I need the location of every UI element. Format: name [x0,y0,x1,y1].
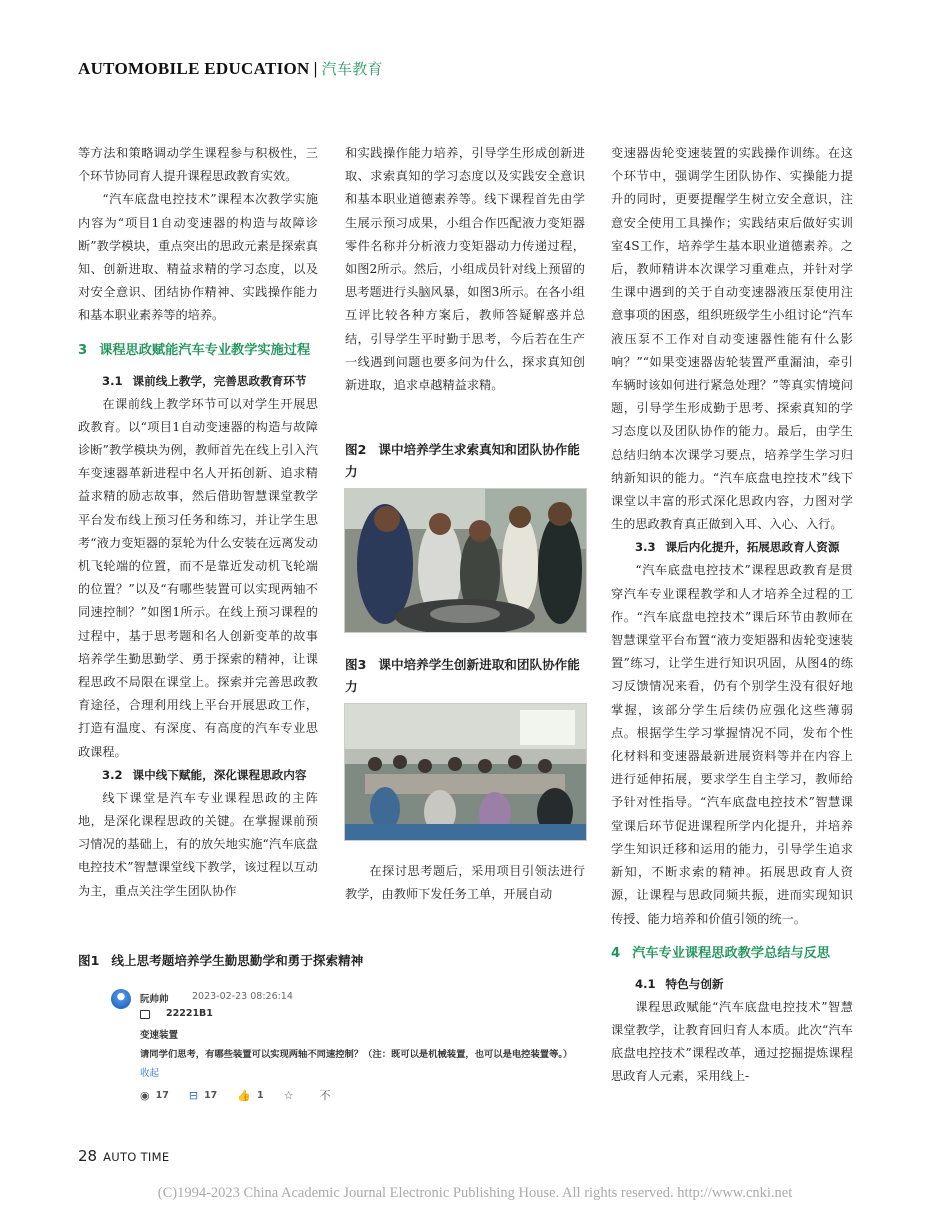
comment-id: 22221B1 [166,1008,213,1019]
paragraph: 线下课堂是汽车专业课程思政的主阵地，是深化课程思政的关键。在掌握课前预习情况的基础上，有的放矢地实施“汽车底盘电控技术”智慧课堂线下教学，该过程以互动为主，重点关注学生团队协作 [78,790,318,898]
section-heading-3: 3 课程思政赋能汽车专业教学实施过程 [78,342,311,358]
magazine-name: AUTO TIME [103,1150,170,1164]
subsection-heading-3-3: 3.3 课后内化提升，拓展思政育人资源 [635,540,840,555]
running-header [78,58,383,79]
section-heading-4: 4 汽车专业课程思政教学总结与反思 [611,945,830,961]
dislike-button[interactable] [320,1087,337,1103]
thumb-up-icon: 👍 [237,1088,251,1102]
collapse-link[interactable]: 收起 [140,1068,160,1079]
paragraph: 课程思政赋能“汽车底盘电控技术”智慧课堂教学，让教育回归育人本质。此次“汽车底盘电控技术”课程改革，通过挖掘提炼课程思政育人元素，采用线上- [611,999,853,1084]
star-icon: ☆ [283,1088,294,1102]
column-3 [611,142,853,1089]
paragraph: 和实践操作能力培养，引导学生形成创新进取、求索真知的学习态度以及实践安全意识和基本职业道德素养等。线下课程首先由学生展示预习成果，小组合作匹配液力变矩器零件名称并分析液力变矩器动力传递过程，如图2所示。然后，小组成员针对线上预留的思考题进行头脑风暴，如图3所示。在各小组互评比较各种方案后，教师答疑解惑并总结，引导学生平时勤于思考，今后若在生产一线遇到问题也要多问为什么，探求真知创新进取，追求卓越精益求精。 [345,146,585,393]
figure-3-caption: 图3 课中培养学生创新进取和团队协作能力 [345,657,580,694]
comment-time: 2023-02-23 08:26:14 [192,991,293,1002]
paragraph: 在课前线上教学环节可以对学生开展思政教育。以“项目1自动变速器的构造与故障诊断”教学模块为例，教师首先在线上引入汽车变速器革新进程中名人开拓创新、追求精益求精的励志故事，然后借助智慧课堂教学平台发布线上预习任务和练习，并让学生思考“液力变矩器的泵轮为什么安装在远离发动机飞轮端的位置，而不是靠近发动机飞轮端的位置？”以及“有哪些装置可以实现两轴不同速控制？”如图1所示。在线上预习课程的过程中，基于思考题和名人创新变革的故事培养学生勤思勤学、勇于探索的精神，让课程思政不局限在课堂上。探索并完善思政教育途径，合理利用线上平台开展思政工作，打造有温度、有深度、有高度的汽车专业思政课程。 [78,396,318,759]
header-en: AUTOMOBILE EDUCATION [78,59,310,78]
comment-topic: 变速装置 [140,1030,179,1041]
comment-icon: ⊟ [188,1088,199,1102]
page-footer [78,1147,169,1165]
column-1 [78,142,318,903]
likes-stat[interactable]: 👍 1 [237,1088,264,1102]
figure-3-photo [344,703,587,841]
page-number: 28 [78,1147,98,1165]
figure-1-caption: 图1 线上思考题培养学生勤思勤学和勇于探索精神 [78,953,364,968]
header-separator: | [313,59,318,78]
dislike-icon: 不 [319,1089,331,1102]
copyright-notice: (C)1994-2023 China Academic Journal Electronic Publishing House. All rights reserved. http://www.cnki.net [157,1185,793,1201]
id-icon [140,1010,150,1019]
column-2-bottom [345,860,585,906]
comments-stat[interactable]: ⊟ 17 [188,1088,218,1102]
figure-2-photo [344,488,587,633]
subsection-heading-4-1: 4.1 特色与创新 [635,976,724,991]
subsection-heading-3-1: 3.1 课前线上教学，完善思政教育环节 [102,373,307,388]
column-2 [345,142,585,397]
subsection-heading-3-2: 3.2 课中线下赋能，深化课程思政内容 [102,767,307,782]
comment-author: 阮帅帅 [140,994,169,1005]
paragraph: 等方法和策略调动学生课程参与积极性，三个环节协同育人提升课程思政教育实效。 [78,146,318,184]
figure-2-caption: 图2 课中培养学生求索真知和团队协作能力 [345,442,580,479]
paragraph: “汽车底盘电控技术”课程思政教育是贯穿汽车专业课程教学和人才培养全过程的工作。“汽车底盘电控技术”课后环节由教师在智慧课堂平台布置“液力变矩器和齿轮变速装置”练习，让学生进行知识巩固，从图4的练习反馈情况来看，仍有个别学生没有很好地掌握，该部分学生后续仍应强化这些薄弱点。根据学生学习掌握情况不同，发布个性化材料和变速器最新进展资料等并在内容上进行延伸拓展，要求学生自主学习，教师给予针对性指导。“汽车底盘电控技术”智慧课堂课后环节促进课程所学内化提升，并培养学生知识迁移和运用的能力，引导学生追求新知，不断求索的精神。拓展思政育人资源，让课程与思政同频共振，进而实现知识传授、能力培养和价值引领的统一。 [611,563,853,926]
eye-icon: ◉ [140,1088,150,1102]
favorite-button[interactable] [284,1089,300,1102]
avatar [111,989,131,1009]
comment-text: 请同学们思考，有哪些装置可以实现两轴不同速控制？（注：既可以是机械装置，也可以是电控装置等。） [140,1049,573,1060]
paragraph: 在探讨思考题后，采用项目引领法进行教学，由教师下发任务工单，开展自动 [345,864,585,902]
views-stat: ◉ 17 [140,1088,169,1102]
figure-1-comment-card [108,985,578,1110]
paragraph: 变速器齿轮变速装置的实践操作训练。在这个环节中，强调学生团队协作、实操能力提升的同时，更要提醒学生树立安全意识，注意安全使用工具操作；实践结束后做好实训室4S工作，培养学生基本职业道德素养。之后，教师精讲本次课学习重难点，并针对学生课中遇到的关于自动变速器液压泵使用注意事项的困惑，组织班级学生小组讨论“汽车液压泵不工作对自动变速器性能有什么影响？”“如果变速器齿轮装置严重漏油，牵引车辆时该如何进行紧急处理？”等真实情境问题，引导学生形成勤于思考、探索真知的学习态度以及团队协作的能力。最后，由学生总结归纳本次课学习要点，培养学生学习归纳新知识的能力。“汽车底盘电控技术”线下课堂以丰富的形式深化思政内容，力图对学生的思政教育真正做到入耳、入心、入行。 [611,146,853,532]
header-cn: 汽车教育 [321,60,383,78]
paragraph: “汽车底盘电控技术”课程本次教学实施内容为“项目1自动变速器的构造与故障诊断”教学模块，重点突出的思政元素是探索真知、创新进取、精益求精的学习态度，以及对安全意识、团结协作精神、实践操作能力和基本职业素养等的培养。 [78,192,318,323]
comment-stats [140,1087,357,1103]
